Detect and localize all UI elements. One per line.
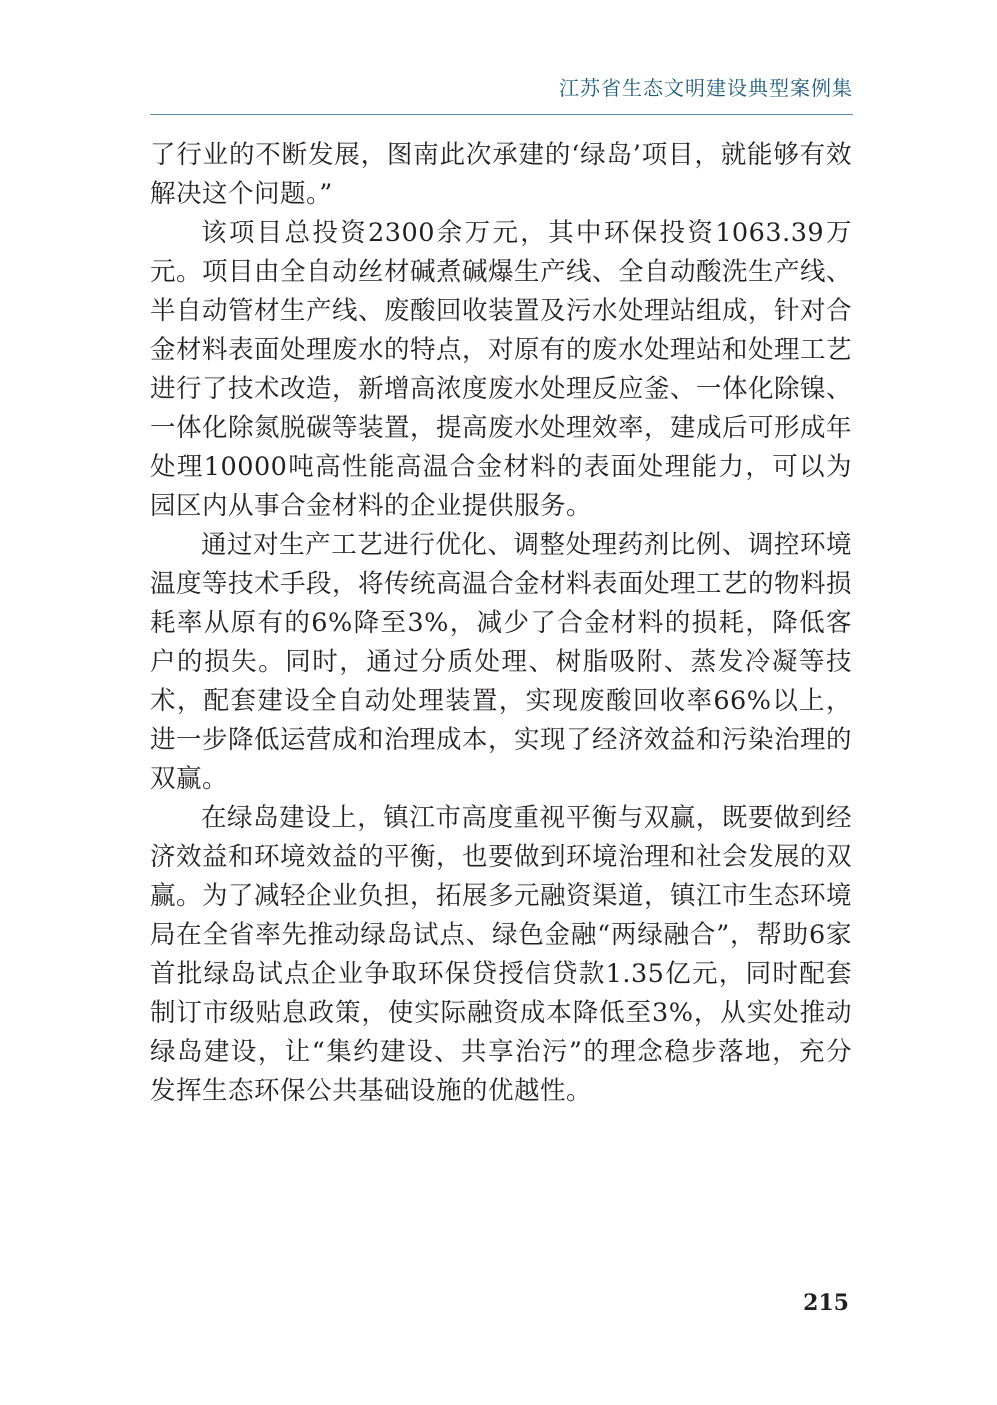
body-text	[150, 136, 852, 1111]
paragraph-continuation: 了行业的不断发展，图南此次承建的‘绿岛’项目，就能够有效解决这个问题。”	[150, 140, 852, 209]
page-number: 215	[803, 1290, 849, 1316]
paragraph-green-island-financing: 在绿岛建设上，镇江市高度重视平衡与双赢，既要做到经济效益和环境效益的平衡，也要做到环境治理和社会发展的双赢。为了减轻企业负担，拓展多元融资渠道，镇江市生态环境局在全省率先推动绿岛试点、绿色金融“两绿融合”，帮助6家首批绿岛试点企业争取环保贷授信贷款1.35亿元，同时配套制订市级贴息政策，使实际融资成本降低至3%，从实处推动绿岛建设，让“集约建设、共享治污”的理念稳步落地，充分发挥生态环保公共基础设施的优越性。	[150, 803, 853, 1106]
header-divider	[150, 114, 853, 115]
paragraph-process-optimization: 通过对生产工艺进行优化、调整处理药剂比例、调控环境温度等技术手段，将传统高温合金材料表面处理工艺的物料损耗率从原有的6%降至3%，减少了合金材料的损耗，降低客户的损失。同时，通过分质处理、树脂吸附、蒸发冷凝等技术，配套建设全自动处理装置，实现废酸回收率66%以上，进一步降低运营成和治理成本，实现了经济效益和污染治理的双赢。	[150, 530, 853, 794]
running-header-title: 江苏省生态文明建设典型案例集	[559, 76, 853, 100]
paragraph-project-investment: 该项目总投资2300余万元，其中环保投资1063.39万元。项目由全自动丝材碱煮碱爆生产线、全自动酸洗生产线、半自动管材生产线、废酸回收装置及污水处理站组成，针对合金材料表面处理废水的特点，对原有的废水处理站和处理工艺进行了技术改造，新增高浓度废水处理反应釜、一体化除镍、一体化除氮脱碳等装置，提高废水处理效率，建成后可形成年处理10000吨高性能高温合金材料的表面处理能力，可以为园区内从事合金材料的企业提供服务。	[150, 218, 853, 521]
